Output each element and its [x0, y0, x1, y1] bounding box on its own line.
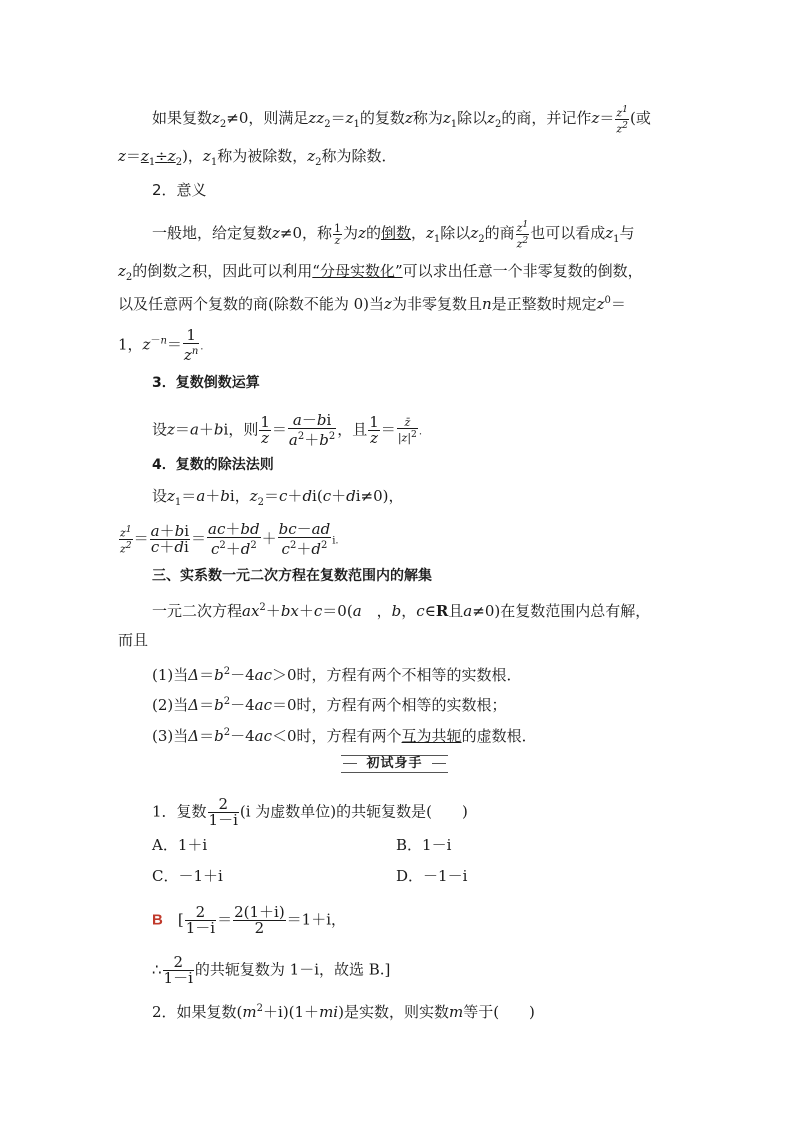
- heading-reciprocal: 3．复数倒数运算: [152, 375, 260, 391]
- option-b: B．1－i: [396, 836, 452, 854]
- reciprocal-formula: 设z＝a＋bi，则 $\frac{1}{z}$ ＝ $\frac{a-bi}{a^2+b^2}$ ，且 $\frac{1}{z}$ ＝ $\frac{z̄}{|z|^2}$ .: [152, 411, 423, 449]
- meaning-line-4: 1，$z^{-n}=$ $\frac{1}{z^n}$ .: [118, 326, 204, 364]
- quadratic-line-1: 一元二次方程$ax^2+bx+c=0(a$ ，b，c∈R且a≠0)在复数范围内总有解，: [152, 602, 651, 620]
- question-2: 2．如果复数$(m^2+i)(1+mi)$是实数，则实数m等于( ): [152, 1003, 535, 1021]
- option-d: D．－1－i: [396, 867, 468, 885]
- definition-line-2: $z=z_1\div z_2$)，$z_1$称为被除数，$z_2$称为除数．: [118, 147, 397, 168]
- answer-letter: B: [152, 911, 163, 929]
- answer-1: B [ $\frac{2}{1-i}$ ＝ $\frac{2(1+i)}{2}$ ＝1＋i，: [152, 903, 347, 937]
- option-a: A．1＋i: [152, 836, 208, 854]
- meaning-line-3: 以及任意两个复数的商(除数不能为 0)当z为非零复数且n是正整数时规定$z^0=$: [118, 295, 626, 313]
- case-1: (1)当$\Delta=b^2-4ac>0$时，方程有两个不相等的实数根．: [152, 666, 522, 684]
- option-c: C．－1＋i: [152, 867, 223, 885]
- heading-meaning: 2．意义: [152, 181, 207, 199]
- heading-quadratic: 三、实系数一元二次方程在复数范围内的解集: [152, 568, 432, 584]
- division-setup: 设$z_1=a+bi$，$z_2=c+di(c+di\ne 0)$，: [152, 487, 404, 508]
- definition-line-1: 如果复数$z_2\ne 0$，则满足$zz_2=z_1$的复数z称为$z_1$除以$z_2$的商，并记作z＝ $\frac{z^1}{z^2}$ (或: [152, 104, 651, 136]
- section-banner: 初试身手: [341, 755, 448, 773]
- quadratic-line-2: 而且: [118, 631, 149, 649]
- meaning-line-1: 一般地，给定复数z≠0，称 $\frac{1}{z}$ 为z的倒数，$z_1$除以$z_2$的商 $\frac{z^1}{z^2}$ 也可以看成$z_1$与: [152, 219, 635, 251]
- answer-1-conclusion: ∴ $\frac{2}{1-i}$ 的共轭复数为 1－i，故选 B.]: [152, 953, 391, 987]
- question-1: 1．复数 $\frac{2}{1-i}$ (i 为虚数单位)的共轭复数是( ): [152, 795, 468, 829]
- case-2: (2)当$\Delta=b^2-4ac=0$时，方程有两个相等的实数根；: [152, 696, 507, 714]
- heading-division: 4．复数的除法法则: [152, 457, 274, 473]
- meaning-line-2: $z_2$的倒数之积，因此可以利用“分母实数化”可以求出任意一个非零复数的倒数，: [118, 262, 643, 283]
- case-3: (3)当$\Delta=b^2-4ac<0$时，方程有两个互为共轭的虚数根．: [152, 727, 537, 745]
- division-formula: $\frac{z^1}{z^2}$ ＝ $\frac{a+bi}{c+di}$ ＝ $\frac{ac+bd}{c^2+d^2}$ ＋ $\frac{bc-ad}{c^2+d^2}$ i.: [120, 520, 339, 558]
- quotient-fraction: $\frac{z^1}{z^2}$: [616, 104, 628, 136]
